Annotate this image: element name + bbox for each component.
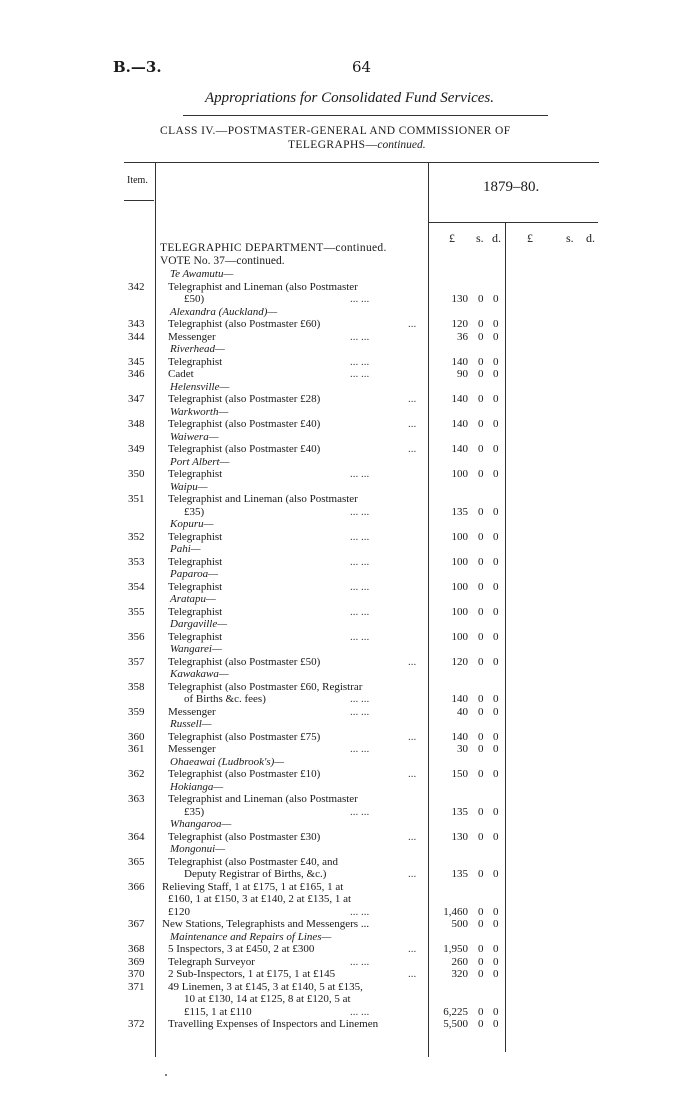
amount-pounds: 120 <box>451 655 468 668</box>
leader-dots: ... ... <box>350 580 370 593</box>
leader-dots: ... ... <box>350 468 370 480</box>
station-heading: Hokianga— <box>170 780 224 793</box>
leader-dots: ... <box>408 868 417 880</box>
item-description: Telegraphist and Lineman (also Postmaster <box>168 793 358 805</box>
item-description: Travelling Expenses of Inspectors and Linemen <box>168 1018 379 1030</box>
leader-dots: ... ... <box>350 630 370 643</box>
leader-dots: ... <box>408 768 417 780</box>
amount-pence: 0 <box>493 630 499 643</box>
table-row <box>0 918 700 931</box>
item-description: Telegraphist (also Postmaster £30) <box>168 830 321 843</box>
table-row <box>0 468 700 481</box>
amount-pence: 0 <box>493 830 499 843</box>
amount-pounds: 260 <box>451 955 468 968</box>
amount-shillings: 0 <box>478 293 484 305</box>
item-number: 363 <box>128 793 145 805</box>
table-row <box>0 818 700 831</box>
item-number: 370 <box>128 968 145 980</box>
station-heading: Waiwera— <box>170 430 219 443</box>
item-description: £120 <box>168 905 190 918</box>
amount-pounds: 130 <box>451 830 468 843</box>
amount-pounds: 130 <box>451 293 468 305</box>
leader-dots: ... ... <box>350 355 370 368</box>
leader-dots: ... <box>408 655 417 668</box>
amount-pence: 0 <box>493 468 499 480</box>
amount-shillings: 0 <box>478 443 484 455</box>
table-row <box>0 831 700 844</box>
item-column-header: Item. <box>127 175 148 186</box>
amount-pounds: 90 <box>457 368 468 380</box>
table-row <box>0 456 700 469</box>
amount-pence: 0 <box>493 955 499 968</box>
item-number: 351 <box>128 493 145 505</box>
table-row <box>0 743 700 756</box>
table-row <box>0 318 700 331</box>
page-number: 64 <box>352 58 372 76</box>
amount-pounds: 5,500 <box>443 1018 468 1030</box>
amount-pounds: 100 <box>451 468 468 480</box>
leader-dots: ... <box>408 730 417 743</box>
item-number: 367 <box>128 918 145 930</box>
table-row <box>0 443 700 456</box>
item-description: Telegraphist <box>168 580 223 593</box>
amount-pounds: 120 <box>451 318 468 330</box>
amount-pounds: 100 <box>451 630 468 643</box>
table-row <box>0 568 700 581</box>
item-number: 365 <box>128 855 145 868</box>
table-row <box>0 768 700 781</box>
amount-pounds: 36 <box>457 330 468 343</box>
amount-pounds: 6,225 <box>443 1005 468 1018</box>
amount-pence: 0 <box>493 605 499 618</box>
amount-pounds: 500 <box>451 918 468 930</box>
item-number: 349 <box>128 443 145 455</box>
amount-pence: 0 <box>493 355 499 368</box>
leader-dots: ... ... <box>350 705 370 718</box>
item-header-rule <box>124 200 154 201</box>
item-number: 369 <box>128 955 145 968</box>
amount-shillings: 0 <box>478 693 484 705</box>
table-row <box>0 856 700 869</box>
item-description: £160, 1 at £150, 3 at £140, 2 at £135, 1 at <box>168 893 352 905</box>
amount-pence: 0 <box>493 530 499 543</box>
amount-pence: 0 <box>493 393 499 405</box>
item-description: Telegraphist <box>168 630 223 643</box>
table-row <box>0 543 700 556</box>
table-row <box>0 593 700 606</box>
amount-pence: 0 <box>493 418 499 430</box>
amount-shillings: 0 <box>478 830 484 843</box>
amount-shillings: 0 <box>478 768 484 780</box>
leader-dots: ... <box>408 443 417 455</box>
pence-header-2: d. <box>586 231 595 245</box>
amount-pounds: 100 <box>451 605 468 618</box>
item-description: £115, 1 at £110 <box>184 1005 252 1018</box>
item-description: Telegraphist (also Postmaster £10) <box>168 768 321 780</box>
amount-pence: 0 <box>493 768 499 780</box>
amount-shillings: 0 <box>478 555 484 568</box>
item-description: Telegraphist <box>168 530 223 543</box>
amount-shillings: 0 <box>478 1018 484 1030</box>
item-number: 361 <box>128 743 145 755</box>
station-heading: Kopuru— <box>170 518 214 530</box>
amount-shillings: 0 <box>478 655 484 668</box>
amount-pence: 0 <box>493 1005 499 1018</box>
leader-dots: ... ... <box>350 605 370 618</box>
amount-shillings: 0 <box>478 943 484 955</box>
item-number: 362 <box>128 768 145 780</box>
item-description: Telegraphist (also Postmaster £40, and <box>168 855 339 868</box>
item-description: Telegraph Surveyor <box>168 955 255 968</box>
amount-pounds: 150 <box>451 768 468 780</box>
amount-shillings: 0 <box>478 330 484 343</box>
item-description: New Stations, Telegraphists and Messengers ... <box>162 918 370 930</box>
leader-dots: ... <box>408 968 417 980</box>
item-number: 359 <box>128 705 145 718</box>
table-row <box>0 656 700 669</box>
table-row <box>0 393 700 406</box>
table-row <box>0 868 700 881</box>
year-header-rule <box>428 222 598 223</box>
leader-dots: ... ... <box>350 555 370 568</box>
table-top-rule <box>124 162 599 163</box>
amount-pence: 0 <box>493 505 499 518</box>
table-row <box>0 331 700 344</box>
item-number: 360 <box>128 730 145 743</box>
amount-pounds: 135 <box>451 868 468 880</box>
item-description: 10 at £130, 14 at £125, 8 at £120, 5 at <box>184 993 351 1005</box>
table-row <box>0 693 700 706</box>
item-description: 2 Sub-Inspectors, 1 at £175, 1 at £145 <box>168 968 336 980</box>
table-row <box>0 293 700 306</box>
amount-shillings: 0 <box>478 418 484 430</box>
station-heading: Warkworth— <box>170 405 229 418</box>
year-header: 1879–80. <box>483 179 540 195</box>
item-number: 358 <box>128 680 145 693</box>
amount-pence: 0 <box>493 693 499 705</box>
amount-pounds: 40 <box>457 705 468 718</box>
table-row <box>0 381 700 394</box>
item-description: £35) <box>184 805 205 818</box>
item-number: 356 <box>128 630 145 643</box>
leader-dots: ... <box>408 830 417 843</box>
table-row <box>0 881 700 894</box>
amount-shillings: 0 <box>478 743 484 755</box>
item-number: 346 <box>128 368 145 380</box>
item-description: Telegraphist (also Postmaster £60) <box>168 318 321 330</box>
amount-shillings: 0 <box>478 393 484 405</box>
amount-pounds: 135 <box>451 805 468 818</box>
amount-pounds: 140 <box>451 355 468 368</box>
amount-pence: 0 <box>493 905 499 918</box>
amount-pounds: 140 <box>451 730 468 743</box>
item-description: Telegraphist <box>168 355 223 368</box>
amount-shillings: 0 <box>478 630 484 643</box>
amount-shillings: 0 <box>478 968 484 980</box>
amount-shillings: 0 <box>478 368 484 380</box>
pounds-header-2: £ <box>527 231 533 245</box>
item-number: 345 <box>128 355 145 368</box>
amount-pounds: 135 <box>451 505 468 518</box>
table-row <box>0 843 700 856</box>
table-row <box>0 481 700 494</box>
amount-pounds: 100 <box>451 530 468 543</box>
item-number: 344 <box>128 330 145 343</box>
amount-pounds: 1,950 <box>443 943 468 955</box>
document-reference: B.—3. <box>113 58 162 76</box>
table-row <box>0 493 700 506</box>
table-row <box>0 968 700 981</box>
table-row <box>0 993 700 1006</box>
amount-shillings: 0 <box>478 505 484 518</box>
item-description: Telegraphist (also Postmaster £60, Registrar <box>168 680 363 693</box>
table-row <box>0 356 700 369</box>
item-number: 342 <box>128 280 145 293</box>
station-heading: Mongonui— <box>170 843 225 855</box>
station-heading: Pahi— <box>170 543 201 555</box>
amount-pence: 0 <box>493 743 499 755</box>
table-row <box>0 943 700 956</box>
amount-shillings: 0 <box>478 605 484 618</box>
amount-shillings: 0 <box>478 730 484 743</box>
amount-pence: 0 <box>493 443 499 455</box>
amount-pence: 0 <box>493 293 499 305</box>
table-row <box>0 518 700 531</box>
item-number: 348 <box>128 418 145 430</box>
table-row <box>0 431 700 444</box>
table-row <box>0 506 700 519</box>
table-row <box>0 793 700 806</box>
title-rule <box>183 115 548 116</box>
amount-pounds: 140 <box>451 693 468 705</box>
shillings-header-1: s. <box>476 231 484 245</box>
leader-dots: ... ... <box>350 805 370 818</box>
amount-shillings: 0 <box>478 355 484 368</box>
item-number: 354 <box>128 580 145 593</box>
table-row <box>0 981 700 994</box>
item-number: 366 <box>128 880 145 893</box>
table-row <box>0 556 700 569</box>
item-description: £35) <box>184 505 205 518</box>
amount-shillings: 0 <box>478 580 484 593</box>
item-number: 372 <box>128 1018 145 1030</box>
item-description: Telegraphist (also Postmaster £40) <box>168 443 321 455</box>
table-row <box>0 281 700 294</box>
vote-heading: VOTE No. 37—continued. <box>160 255 285 267</box>
leader-dots: ... ... <box>350 743 370 755</box>
table-row <box>0 368 700 381</box>
table-row <box>0 956 700 969</box>
table-row <box>0 718 700 731</box>
item-number: 350 <box>128 468 145 480</box>
station-heading: Dargaville— <box>170 618 228 630</box>
table-row <box>0 631 700 644</box>
amount-pounds: 140 <box>451 443 468 455</box>
table-row <box>0 618 700 631</box>
department-heading: TELEGRAPHIC DEPARTMENT—continued. <box>160 242 387 254</box>
item-number: 355 <box>128 605 145 618</box>
amount-pence: 0 <box>493 1018 499 1030</box>
table-row <box>0 406 700 419</box>
leader-dots: ... ... <box>350 955 370 968</box>
margin-mark <box>165 1074 167 1076</box>
item-description: Telegraphist <box>168 555 223 568</box>
page-title: Appropriations for Consolidated Fund Services. <box>205 90 495 106</box>
table-row <box>0 1018 700 1031</box>
station-heading: Russell— <box>170 718 212 730</box>
amount-pounds: 100 <box>451 580 468 593</box>
amount-pence: 0 <box>493 730 499 743</box>
leader-dots: ... ... <box>350 293 370 305</box>
amount-pence: 0 <box>493 943 499 955</box>
item-number: 343 <box>128 318 145 330</box>
amount-pence: 0 <box>493 580 499 593</box>
amount-pence: 0 <box>493 330 499 343</box>
table-row <box>0 668 700 681</box>
amount-pounds: 320 <box>451 968 468 980</box>
leader-dots: ... ... <box>350 530 370 543</box>
leader-dots: ... ... <box>350 330 370 343</box>
station-heading: Maintenance and Repairs of Lines— <box>170 930 332 943</box>
amount-pence: 0 <box>493 318 499 330</box>
amount-pence: 0 <box>493 918 499 930</box>
class-heading-line2: TELEGRAPHS—continued. <box>288 139 426 151</box>
leader-dots: ... <box>408 318 417 330</box>
amount-shillings: 0 <box>478 905 484 918</box>
item-number: 347 <box>128 393 145 405</box>
item-description: Telegraphist <box>168 605 223 618</box>
item-description: Telegraphist <box>168 468 223 480</box>
amount-pounds: 100 <box>451 555 468 568</box>
leader-dots: ... ... <box>350 693 370 705</box>
table-row <box>0 1006 700 1019</box>
amount-pence: 0 <box>493 368 499 380</box>
table-row <box>0 806 700 819</box>
item-number: 357 <box>128 655 145 668</box>
station-heading: Paparoa— <box>170 568 218 580</box>
station-heading: Ohaeawai (Ludbrook's)— <box>170 755 285 768</box>
station-heading: Riverhead— <box>170 343 225 355</box>
item-description: Deputy Registrar of Births, &c.) <box>184 868 327 880</box>
item-description: Telegraphist (also Postmaster £28) <box>168 393 321 405</box>
leader-dots: ... <box>408 393 417 405</box>
table-row <box>0 706 700 719</box>
table-row <box>0 893 700 906</box>
amount-pounds: 30 <box>457 743 468 755</box>
amount-shillings: 0 <box>478 530 484 543</box>
item-description: Messenger <box>168 330 216 343</box>
shillings-header-2: s. <box>566 231 574 245</box>
table-row <box>0 343 700 356</box>
amount-pounds: 140 <box>451 393 468 405</box>
station-heading: Whangaroa— <box>170 818 232 830</box>
pounds-header-1: £ <box>449 231 455 245</box>
item-number: 368 <box>128 943 145 955</box>
table-row <box>0 781 700 794</box>
class-heading-line1: CLASS IV.—POSTMASTER-GENERAL AND COMMISSIONER OF <box>160 125 511 137</box>
amount-shillings: 0 <box>478 1005 484 1018</box>
table-row <box>0 418 700 431</box>
leader-dots: ... ... <box>350 1005 370 1018</box>
station-heading: Te Awamutu— <box>170 268 234 280</box>
leader-dots: ... ... <box>350 905 370 918</box>
table-row <box>0 731 700 744</box>
item-description: Telegraphist (also Postmaster £75) <box>168 730 321 743</box>
amount-pence: 0 <box>493 555 499 568</box>
item-description: Cadet <box>168 368 194 380</box>
table-row <box>0 931 700 944</box>
amount-shillings: 0 <box>478 868 484 880</box>
station-heading: Wangarei— <box>170 643 222 655</box>
station-heading: Kawakawa— <box>170 668 229 680</box>
amount-pence: 0 <box>493 868 499 880</box>
pence-header-1: d. <box>492 231 501 245</box>
amount-pence: 0 <box>493 805 499 818</box>
item-description: Messenger <box>168 743 216 755</box>
station-heading: Aratapu— <box>170 593 216 605</box>
table-row <box>0 906 700 919</box>
leader-dots: ... <box>408 943 417 955</box>
item-description: Telegraphist (also Postmaster £50) <box>168 655 321 668</box>
amount-pence: 0 <box>493 705 499 718</box>
station-heading: Alexandra (Auckland)— <box>170 305 278 318</box>
table-row <box>0 581 700 594</box>
table-row <box>0 643 700 656</box>
leader-dots: ... ... <box>350 505 370 518</box>
item-description: £50) <box>184 293 205 305</box>
amount-shillings: 0 <box>478 805 484 818</box>
amount-shillings: 0 <box>478 955 484 968</box>
item-description: 5 Inspectors, 3 at £450, 2 at £300 <box>168 943 315 955</box>
amount-pounds: 140 <box>451 418 468 430</box>
table-row <box>0 531 700 544</box>
amount-shillings: 0 <box>478 705 484 718</box>
item-description: of Births &c. fees) <box>184 693 266 705</box>
item-number: 371 <box>128 980 145 993</box>
item-description: Messenger <box>168 705 216 718</box>
amount-pounds: 1,460 <box>443 905 468 918</box>
table-row <box>0 306 700 319</box>
leader-dots: ... ... <box>350 368 370 380</box>
item-number: 352 <box>128 530 145 543</box>
item-description: Telegraphist and Lineman (also Postmaster <box>168 493 358 505</box>
item-description: Telegraphist (also Postmaster £40) <box>168 418 321 430</box>
station-heading: Port Albert— <box>170 455 230 468</box>
station-heading: Waipu— <box>170 480 208 493</box>
item-description: 49 Linemen, 3 at £145, 3 at £140, 5 at £135, <box>168 980 363 993</box>
amount-pence: 0 <box>493 655 499 668</box>
table-row <box>0 268 700 281</box>
station-heading: Helensville— <box>170 380 230 393</box>
item-description: Relieving Staff, 1 at £175, 1 at £165, 1 at <box>162 880 344 893</box>
item-number: 353 <box>128 555 145 568</box>
leader-dots: ... <box>408 418 417 430</box>
amount-shillings: 0 <box>478 318 484 330</box>
table-row <box>0 756 700 769</box>
item-description: Telegraphist and Lineman (also Postmaster <box>168 280 358 293</box>
table-row <box>0 606 700 619</box>
amount-shillings: 0 <box>478 468 484 480</box>
item-number: 364 <box>128 830 145 843</box>
amount-shillings: 0 <box>478 918 484 930</box>
amount-pence: 0 <box>493 968 499 980</box>
table-row <box>0 681 700 694</box>
